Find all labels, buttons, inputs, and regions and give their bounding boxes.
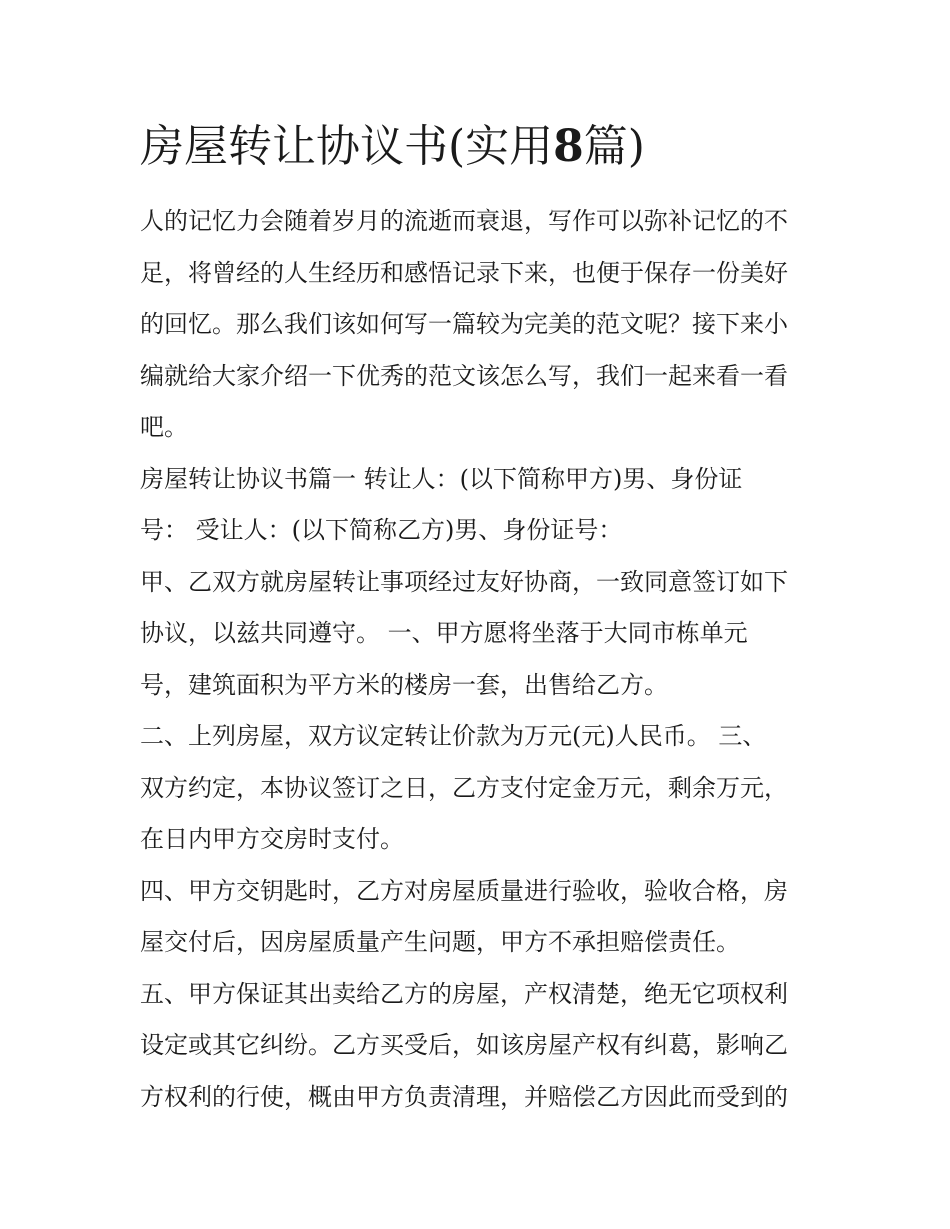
text-line: 屋交付后，因房屋质量产生问题，甲方不承担赔偿责任。	[140, 928, 740, 956]
document-body	[140, 196, 820, 1123]
text-line: 甲、乙双方就房屋转让事项经过友好协商，一致同意签订如下	[140, 567, 788, 596]
text-line: 五、甲方保证其出卖给乙方的房屋，产权清楚，绝无它项权利	[140, 979, 788, 1008]
text-line: 号： 受让人：(以下简称乙方)男、身份证号：	[140, 516, 623, 544]
text-line: 双方约定，本协议签订之日，乙方支付定金万元，剩余万元，	[140, 773, 788, 802]
text-line: 编就给大家介绍一下优秀的范文该怎么写，我们一起来看一看	[140, 361, 788, 390]
text-line: 的回忆。那么我们该如何写一篇较为完美的范文呢？接下来小	[140, 310, 788, 338]
text-line: 吧。	[140, 413, 188, 441]
text-line: 四、甲方交钥匙时，乙方对房屋质量进行验收，验收合格，房	[140, 876, 788, 905]
title-suffix: 篇)	[583, 121, 645, 172]
text-line: 设定或其它纠纷。乙方买受后，如该房屋产权有纠葛，影响乙	[140, 1031, 788, 1059]
text-line: 房屋转让协议书篇一 转让人：(以下简称甲方)男、身份证	[140, 464, 743, 493]
text-line: 人的记忆力会随着岁月的流逝而衰退，写作可以弥补记忆的不	[140, 207, 788, 235]
text-line: 二、上列房屋，双方议定转让价款为万元(元)人民币。 三、	[140, 722, 767, 750]
text-line: 足，将曾经的人生经历和感悟记录下来，也便于保存一份美好	[140, 258, 788, 287]
text-line: 在日内甲方交房时支付。	[140, 825, 404, 853]
document-title	[140, 112, 860, 182]
title-text: 房屋转让协议书(实用	[140, 121, 554, 172]
text-line: 方权利的行使，概由甲方负责清理，并赔偿乙方因此而受到的	[140, 1082, 788, 1111]
text-line: 协议，以兹共同遵守。 一、甲方愿将坐落于大同市栋单元	[140, 619, 748, 647]
text-line: 号，建筑面积为平方米的楼房一套，出售给乙方。	[140, 670, 668, 699]
title-number: 8	[553, 121, 584, 172]
